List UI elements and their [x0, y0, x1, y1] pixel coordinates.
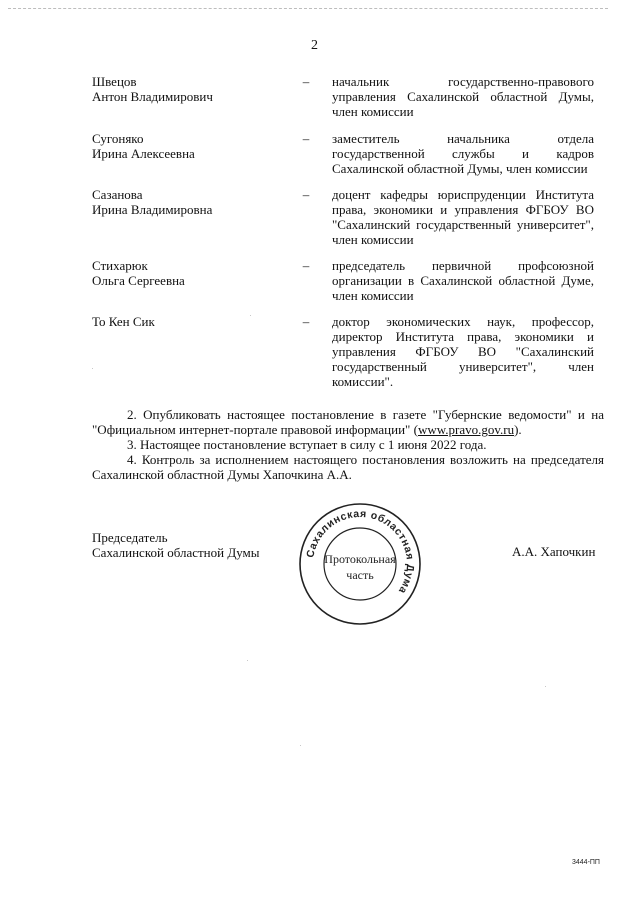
dash-separator: –	[302, 131, 310, 146]
paragraph-4: 4. Контроль за исполнением настоящего постановления возложить на председателя Сахалинской областной Думы Хапочкина А.А.	[92, 452, 604, 482]
paragraph-2: 2. Опубликовать настоящее постановление в газете "Губернские ведомости" и на "Официальном интернет-портале правовой информации" (www.pravo.gov.ru).	[92, 407, 604, 437]
dash-separator: –	[302, 314, 310, 329]
seal-center-line2: часть	[346, 568, 374, 582]
official-seal-stamp	[298, 502, 422, 626]
member-description: начальник государственно-правового управления Сахалинской областной Думы, член комиссии	[332, 74, 594, 119]
document-code: 3444-ПП	[572, 859, 600, 866]
dash-separator: –	[302, 187, 310, 202]
signatory-title: Председатель Сахалинской областной Думы	[92, 530, 260, 560]
member-description: доцент кафедры юриспруденции Института права, экономики и управления ФГБОУ ВО "Сахалинский государственный университет", член комиссии	[332, 187, 594, 247]
scan-speck	[545, 686, 546, 687]
pravo-link[interactable]: www.pravo.gov.ru	[417, 422, 515, 437]
top-dashed-rule	[8, 8, 608, 9]
member-name: Сугоняко Ирина Алексеевна	[92, 131, 195, 161]
member-name: То Кен Сик	[92, 314, 155, 329]
member-name: Стихарюк Ольга Сергеевна	[92, 258, 185, 288]
seal-center-line1: Протокольная	[324, 552, 396, 566]
member-description: заместитель начальника отдела государственной службы и кадров Сахалинской областной Думы, член комиссии	[332, 131, 594, 176]
page-number: 2	[311, 38, 318, 53]
signatory-name: А.А. Хапочкин	[512, 544, 596, 559]
member-name: Сазанова Ирина Владимировна	[92, 187, 213, 217]
scan-speck	[250, 315, 251, 316]
paragraph-3: 3. Настоящее постановление вступает в силу с 1 июня 2022 года.	[127, 437, 487, 452]
scan-speck	[247, 660, 248, 661]
dash-separator: –	[302, 258, 310, 273]
dash-separator: –	[302, 74, 310, 89]
scan-speck	[92, 368, 93, 369]
resolution-paragraphs	[92, 407, 604, 482]
member-description: председатель первичной профсоюзной организации в Сахалинской областной Думе, член комиссии	[332, 258, 594, 303]
seal-ring-text: Сахалинская областная Дума	[304, 507, 417, 597]
scan-speck	[300, 745, 301, 746]
member-name: Швецов Антон Владимирович	[92, 74, 213, 104]
member-description: доктор экономических наук, профессор, директор Института права, экономики и управления ФГБОУ ВО "Сахалинский государственный университет", член комиссии".	[332, 314, 594, 389]
